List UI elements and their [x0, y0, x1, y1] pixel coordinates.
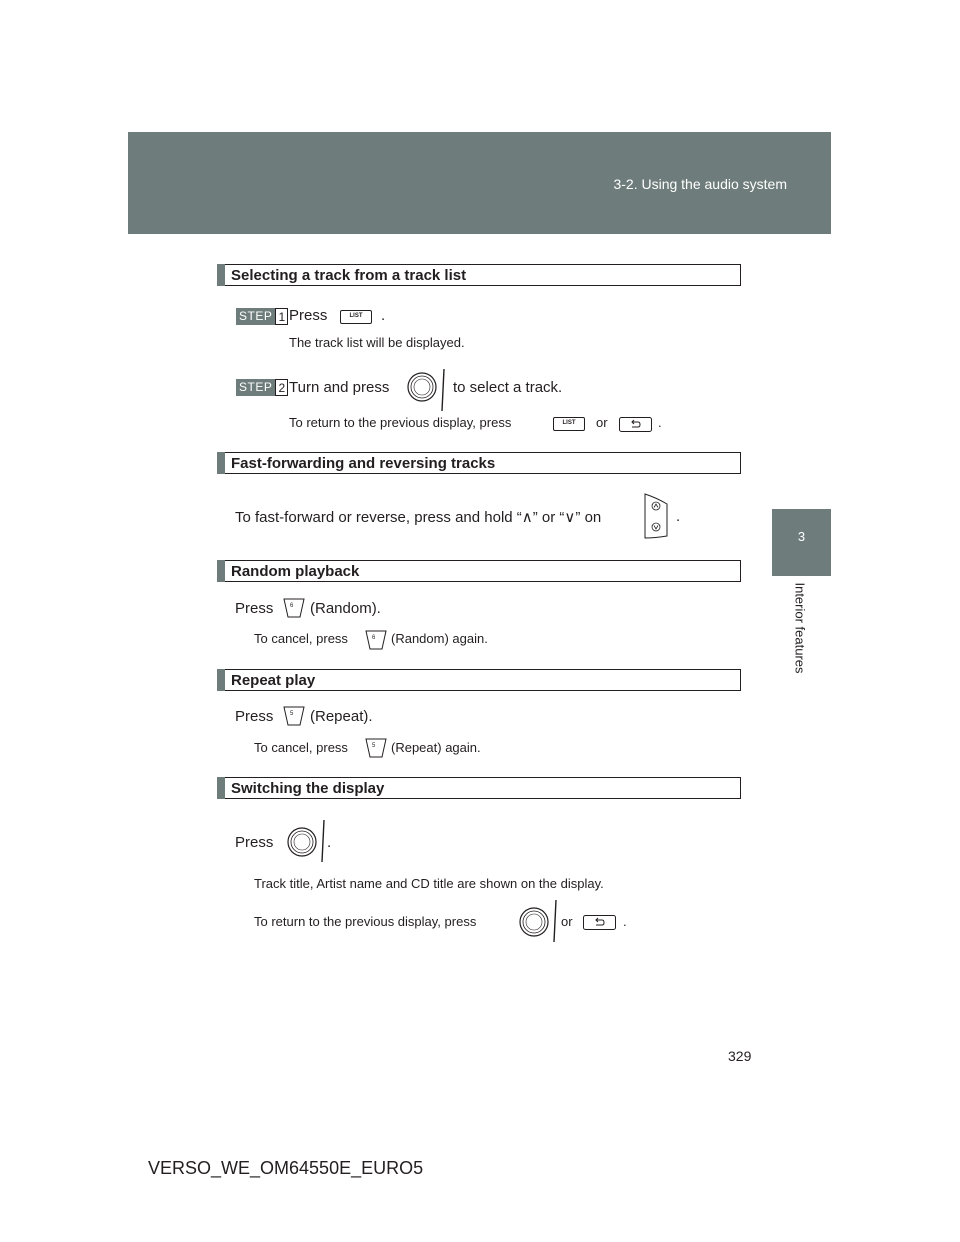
step-1-note: The track list will be displayed. [289, 335, 465, 350]
chapter-number: 3 [797, 529, 806, 544]
display-period: . [327, 834, 332, 851]
step-2-text-b: to select a track. [453, 379, 563, 396]
display-note-2-or: or [561, 914, 573, 929]
step-2-badge [236, 379, 288, 396]
section-title: 3-2. Using the audio system [613, 176, 787, 192]
preset-button-number: 6 [290, 603, 294, 609]
section-heading-text: Random playback [231, 563, 360, 580]
header-band [128, 132, 831, 234]
preset-button-icon [282, 705, 306, 727]
random-press-text: Press [235, 600, 274, 617]
preset-button-number: 5 [372, 743, 376, 749]
section-heading-fast-forward [217, 452, 741, 474]
knob-icon [516, 898, 560, 944]
step-1-press-text: Press [289, 307, 328, 324]
display-note-2-end: . [623, 914, 627, 929]
document-code: VERSO_WE_OM64550E_EURO5 [148, 1158, 424, 1178]
back-button-icon [619, 417, 652, 432]
list-button-label: LIST [562, 420, 576, 426]
step-2-text-a: Turn and press [289, 379, 390, 396]
random-cancel-b: (Random) again. [391, 631, 488, 646]
preset-button-number: 5 [290, 711, 294, 717]
section-heading-display [217, 777, 741, 799]
display-note-2a: To return to the previous display, press [254, 914, 477, 929]
preset-button-icon [282, 597, 306, 619]
chapter-tab [772, 509, 831, 576]
section-heading-text: Repeat play [231, 672, 316, 689]
section-heading-random [217, 560, 741, 582]
step-2-note-or: or [596, 415, 608, 430]
section-heading-text: Switching the display [231, 780, 385, 797]
list-button-label: LIST [349, 313, 363, 319]
list-button-icon [553, 417, 585, 431]
back-button-icon [583, 915, 616, 930]
preset-button-number: 6 [372, 635, 376, 641]
step-1-badge [236, 308, 288, 325]
section-heading-track-list [217, 264, 741, 286]
step-2-note-end: . [658, 415, 662, 430]
step-1-period: . [381, 307, 386, 324]
random-cancel-a: To cancel, press [254, 631, 348, 646]
knob-icon [284, 818, 328, 864]
repeat-press-text: Press [235, 708, 274, 725]
repeat-cancel-a: To cancel, press [254, 740, 348, 755]
display-note-1: Track title, Artist name and CD title are shown on the display. [254, 876, 604, 891]
step-label: STEP [236, 379, 275, 396]
fast-forward-period: . [676, 508, 681, 525]
step-number: 1 [275, 308, 288, 325]
step-number: 2 [275, 379, 288, 396]
repeat-cancel-b: (Repeat) again. [391, 740, 481, 755]
preset-button-icon [364, 629, 388, 651]
fast-forward-text: To fast-forward or reverse, press and hold “∧” or “∨” on [235, 509, 602, 526]
step-label: STEP [236, 308, 275, 325]
chapter-label: Interior features [792, 582, 808, 674]
random-label: (Random). [310, 600, 381, 617]
step-2-note-a: To return to the previous display, press [289, 415, 512, 430]
section-heading-text: Fast-forwarding and reversing tracks [231, 455, 496, 472]
section-heading-text: Selecting a track from a track list [231, 267, 467, 284]
page-number: 329 [728, 1048, 752, 1064]
repeat-label: (Repeat). [310, 708, 373, 725]
section-heading-repeat [217, 669, 741, 691]
preset-button-icon [364, 737, 388, 759]
knob-icon [404, 367, 448, 413]
list-button-icon [340, 310, 372, 324]
display-press-text: Press [235, 834, 274, 851]
seek-button-icon [641, 492, 669, 540]
